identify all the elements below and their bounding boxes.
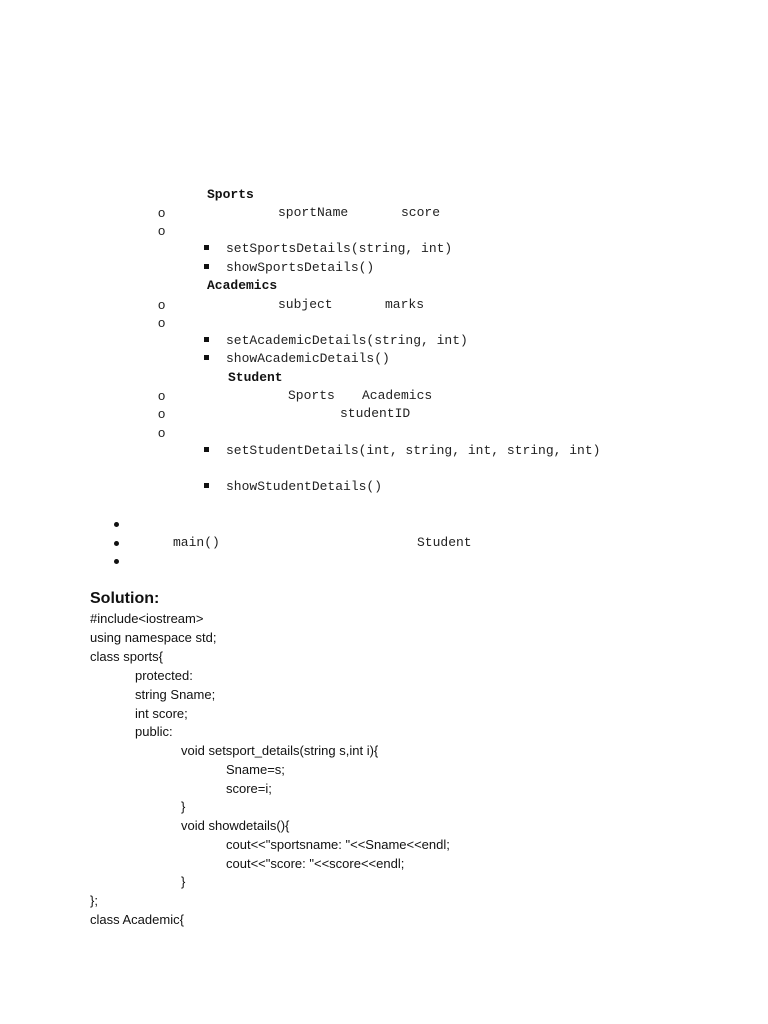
student-base-sports: Sports [288,388,335,403]
hollow-bullet: o [158,425,166,440]
code-line: cout<<"sportsname: "<<Sname<<endl; [226,837,450,852]
main-function: main() [173,535,220,550]
square-bullet [204,447,209,452]
sports-attr-sportname: sportName [278,205,349,220]
code-line: cout<<"score: "<<score<<endl; [226,856,405,871]
sports-method-set: setSportsDetails(string, int) [226,241,453,256]
code-line: }; [90,893,98,908]
hollow-bullet: o [158,223,166,238]
student-method-set: setStudentDetails(int, string, int, string, int) [226,443,601,458]
code-line: void showdetails(){ [181,818,290,833]
code-line: } [181,799,186,814]
code-line: string Sname; [135,687,216,702]
academics-method-set: setAcademicDetails(string, int) [226,333,468,348]
code-line: using namespace std; [90,630,217,645]
hollow-bullet: o [158,315,166,330]
hollow-bullet: o [158,297,166,312]
square-bullet [204,337,209,342]
solution-heading: Solution: [90,590,160,607]
square-bullet [204,264,209,269]
hollow-bullet: o [158,388,166,403]
square-bullet [204,355,209,360]
academics-attr-subject: subject [278,297,333,312]
square-bullet [204,245,209,250]
student-attr-studentid: studentID [340,406,411,421]
student-method-show: showStudentDetails() [226,479,383,494]
round-bullet [114,522,119,527]
sports-attr-score: score [401,205,441,220]
code-line: score=i; [226,781,272,796]
academics-title: Academics [207,278,278,293]
square-bullet [204,483,209,488]
code-line: } [181,874,186,889]
sports-title: Sports [207,187,254,202]
academics-attr-marks: marks [385,297,425,312]
code-line: int score; [135,706,188,721]
sports-method-show: showSportsDetails() [226,260,375,275]
code-line: Sname=s; [226,762,285,777]
code-line: protected: [135,668,193,683]
academics-method-show: showAcademicDetails() [226,351,390,366]
main-student-class: Student [417,535,472,550]
student-base-academics: Academics [362,388,433,403]
round-bullet [114,559,119,564]
hollow-bullet: o [158,205,166,220]
code-line: class Academic{ [90,912,184,927]
hollow-bullet: o [158,406,166,421]
student-title: Student [228,370,283,385]
code-line: public: [135,724,173,739]
code-line: class sports{ [90,649,163,664]
round-bullet [114,541,119,546]
code-line: void setsport_details(string s,int i){ [181,743,379,758]
code-line: #include<iostream> [90,611,204,626]
